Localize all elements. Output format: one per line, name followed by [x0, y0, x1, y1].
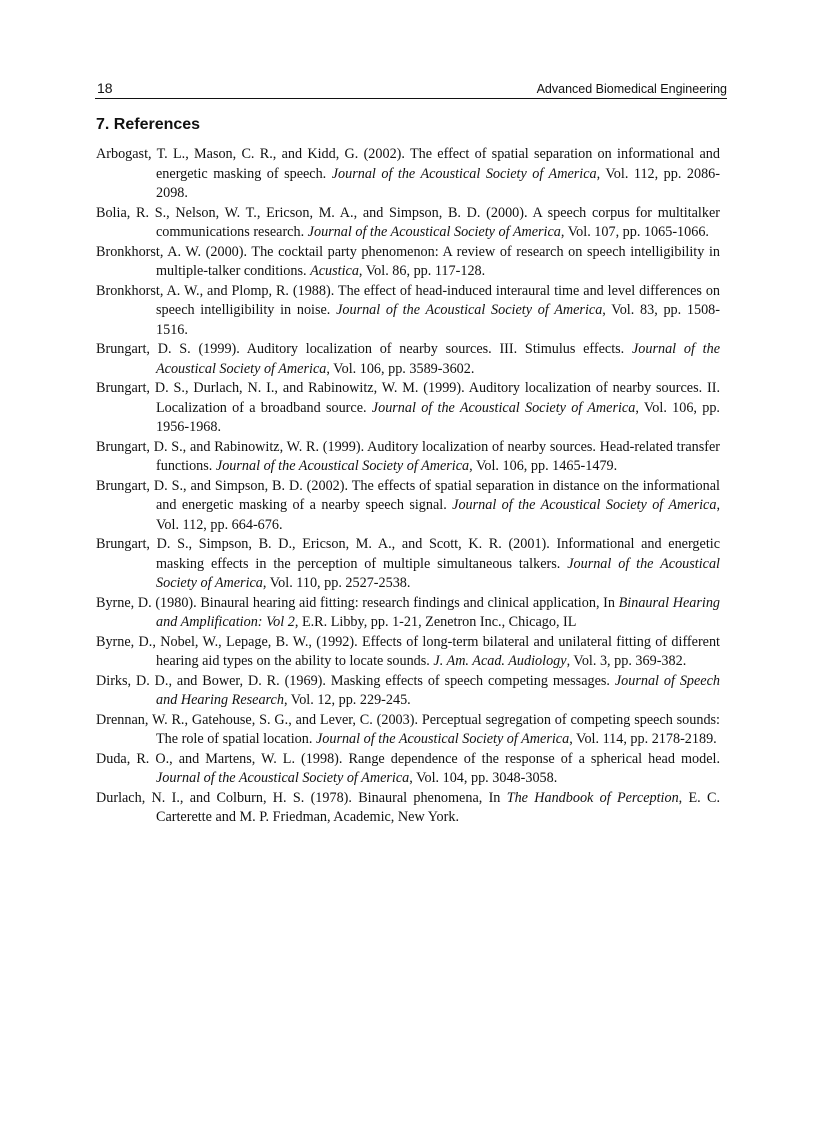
- reference-journal: Journal of the Acoustical Society of America: [156, 341, 720, 377]
- reference-details: , Vol. 104, pp. 3048-3058.: [409, 770, 558, 786]
- reference-item: [96, 535, 720, 594]
- reference-text: Brungart, D. S., and Rabinowitz, W. R. (1999). Auditory localization of nearby sources. Head-related transfer functions.: [96, 438, 720, 474]
- reference-text: Arbogast, T. L., Mason, C. R., and Kidd, G. (2002). The effect of spatial separation on informational and energetic masking of speech.: [96, 146, 720, 182]
- reference-journal: Binaural Hearing and Amplification: Vol 2: [156, 594, 721, 630]
- reference-journal: Journal of the Acoustical Society of America: [156, 770, 410, 786]
- reference-details: , Vol. 114, pp. 2178-2189.: [569, 731, 717, 747]
- reference-item: [96, 789, 720, 828]
- reference-item: [96, 477, 720, 536]
- reference-text: Byrne, D. (1980). Binaural hearing aid fitting: research findings and clinical application, In: [96, 594, 619, 611]
- reference-journal: The Handbook of Perception: [506, 789, 679, 806]
- reference-text: Dirks, D. D., and Bower, D. R. (1969). Masking effects of speech competing messages.: [96, 672, 615, 689]
- running-header: [95, 78, 727, 99]
- reference-details: , Vol. 12, pp. 229-245.: [283, 692, 411, 708]
- reference-journal: J. Am. Acad. Audiology: [433, 653, 567, 669]
- reference-details: , Vol. 112, pp. 664-676.: [156, 497, 720, 533]
- reference-text: Brungart, D. S., Simpson, B. D., Ericson, M. A., and Scott, K. R. (2001). Informational and energetic masking effects in the perception of multiple simultaneous talkers.: [96, 536, 720, 572]
- reference-text: Bronkhorst, A. W. (2000). The cocktail party phenomenon: A review of research on speech intelligibility in multiple-talker conditions.: [96, 243, 720, 279]
- reference-journal: Journal of the Acoustical Society of America: [315, 731, 570, 747]
- reference-text: Brungart, D. S. (1999). Auditory localization of nearby sources. III. Stimulus effects.: [96, 341, 632, 357]
- reference-item: [96, 282, 720, 341]
- reference-text: Durlach, N. I., and Colburn, H. S. (1978). Binaural phenomena, In: [96, 789, 507, 806]
- reference-text: Bronkhorst, A. W., and Plomp, R. (1988). The effect of head-induced interaural time and level differences on speech intelligibility in noise.: [96, 282, 720, 318]
- reference-details: , Vol. 83, pp. 1508-1516.: [156, 302, 720, 338]
- reference-item: [96, 438, 720, 477]
- reference-item: [96, 243, 720, 282]
- reference-details: , Vol. 86, pp. 117-128.: [358, 263, 486, 279]
- reference-journal: Journal of the Acoustical Society of America: [452, 497, 717, 513]
- reference-journal: Journal of Speech and Hearing Research: [156, 672, 720, 708]
- reference-details: , E. C. Carterette and M. P. Friedman, Academic, New York.: [156, 789, 721, 825]
- reference-text: Bolia, R. S., Nelson, W. T., Ericson, M. A., and Simpson, B. D. (2000). A speech corpus for multitalker communications research.: [96, 204, 720, 240]
- reference-item: [96, 145, 720, 204]
- reference-details: , Vol. 107, pp. 1065-1066.: [560, 224, 709, 240]
- reference-details: , Vol. 110, pp. 2527-2538.: [262, 575, 411, 591]
- reference-list: [96, 145, 720, 828]
- book-title: Advanced Biomedical Engineering: [536, 82, 727, 96]
- reference-text: Brungart, D. S., and Simpson, B. D. (2002). The effects of spatial separation in distance on the informational and energetic masking of a nearby speech signal.: [96, 477, 720, 513]
- reference-item: [96, 672, 720, 711]
- reference-item: [96, 594, 720, 633]
- reference-text: Duda, R. O., and Martens, W. L. (1998). Range dependence of the response of a spherical head model.: [96, 750, 720, 767]
- reference-details: , Vol. 112, pp. 2086-2098.: [156, 165, 720, 201]
- reference-details: , Vol. 106, pp. 1956-1968.: [156, 399, 720, 435]
- reference-journal: Journal of the Acoustical Society of America: [215, 458, 470, 474]
- reference-item: [96, 711, 720, 750]
- reference-journal: Journal of the Acoustical Society of America: [336, 302, 603, 318]
- reference-journal: Journal of the Acoustical Society of America: [331, 165, 597, 182]
- section-heading: 7. References: [96, 116, 201, 133]
- reference-journal: Journal of the Acoustical Society of America: [307, 224, 561, 240]
- reference-item: [96, 340, 720, 379]
- reference-item: [96, 379, 720, 438]
- reference-journal: Acustica: [310, 263, 359, 279]
- page-number: 18: [97, 80, 113, 96]
- reference-journal: Journal of the Acoustical Society of America: [371, 399, 636, 416]
- reference-text: Drennan, W. R., Gatehouse, S. G., and Lever, C. (2003). Perceptual segregation of competing speech sounds: The role of spatial location.: [96, 711, 720, 747]
- reference-item: [96, 633, 720, 672]
- reference-details: , Vol. 3, pp. 369-382.: [566, 653, 687, 669]
- reference-item: [96, 204, 720, 243]
- reference-details: , Vol. 106, pp. 3589-3602.: [326, 360, 475, 377]
- reference-text: Byrne, D., Nobel, W., Lepage, B. W., (1992). Effects of long-term bilateral and unilateral fitting of different hearing aid types on the ability to locate sounds.: [96, 633, 720, 669]
- reference-details: , E.R. Libby, pp. 1-21, Zenetron Inc., Chicago, IL: [294, 614, 577, 630]
- reference-journal: Journal of the Acoustical Society of America: [156, 555, 720, 591]
- reference-text: Brungart, D. S., Durlach, N. I., and Rabinowitz, W. M. (1999). Auditory localization of nearby sources. II. Localization of a broadband source.: [96, 380, 720, 416]
- reference-item: [96, 750, 720, 789]
- reference-details: , Vol. 106, pp. 1465-1479.: [469, 458, 618, 474]
